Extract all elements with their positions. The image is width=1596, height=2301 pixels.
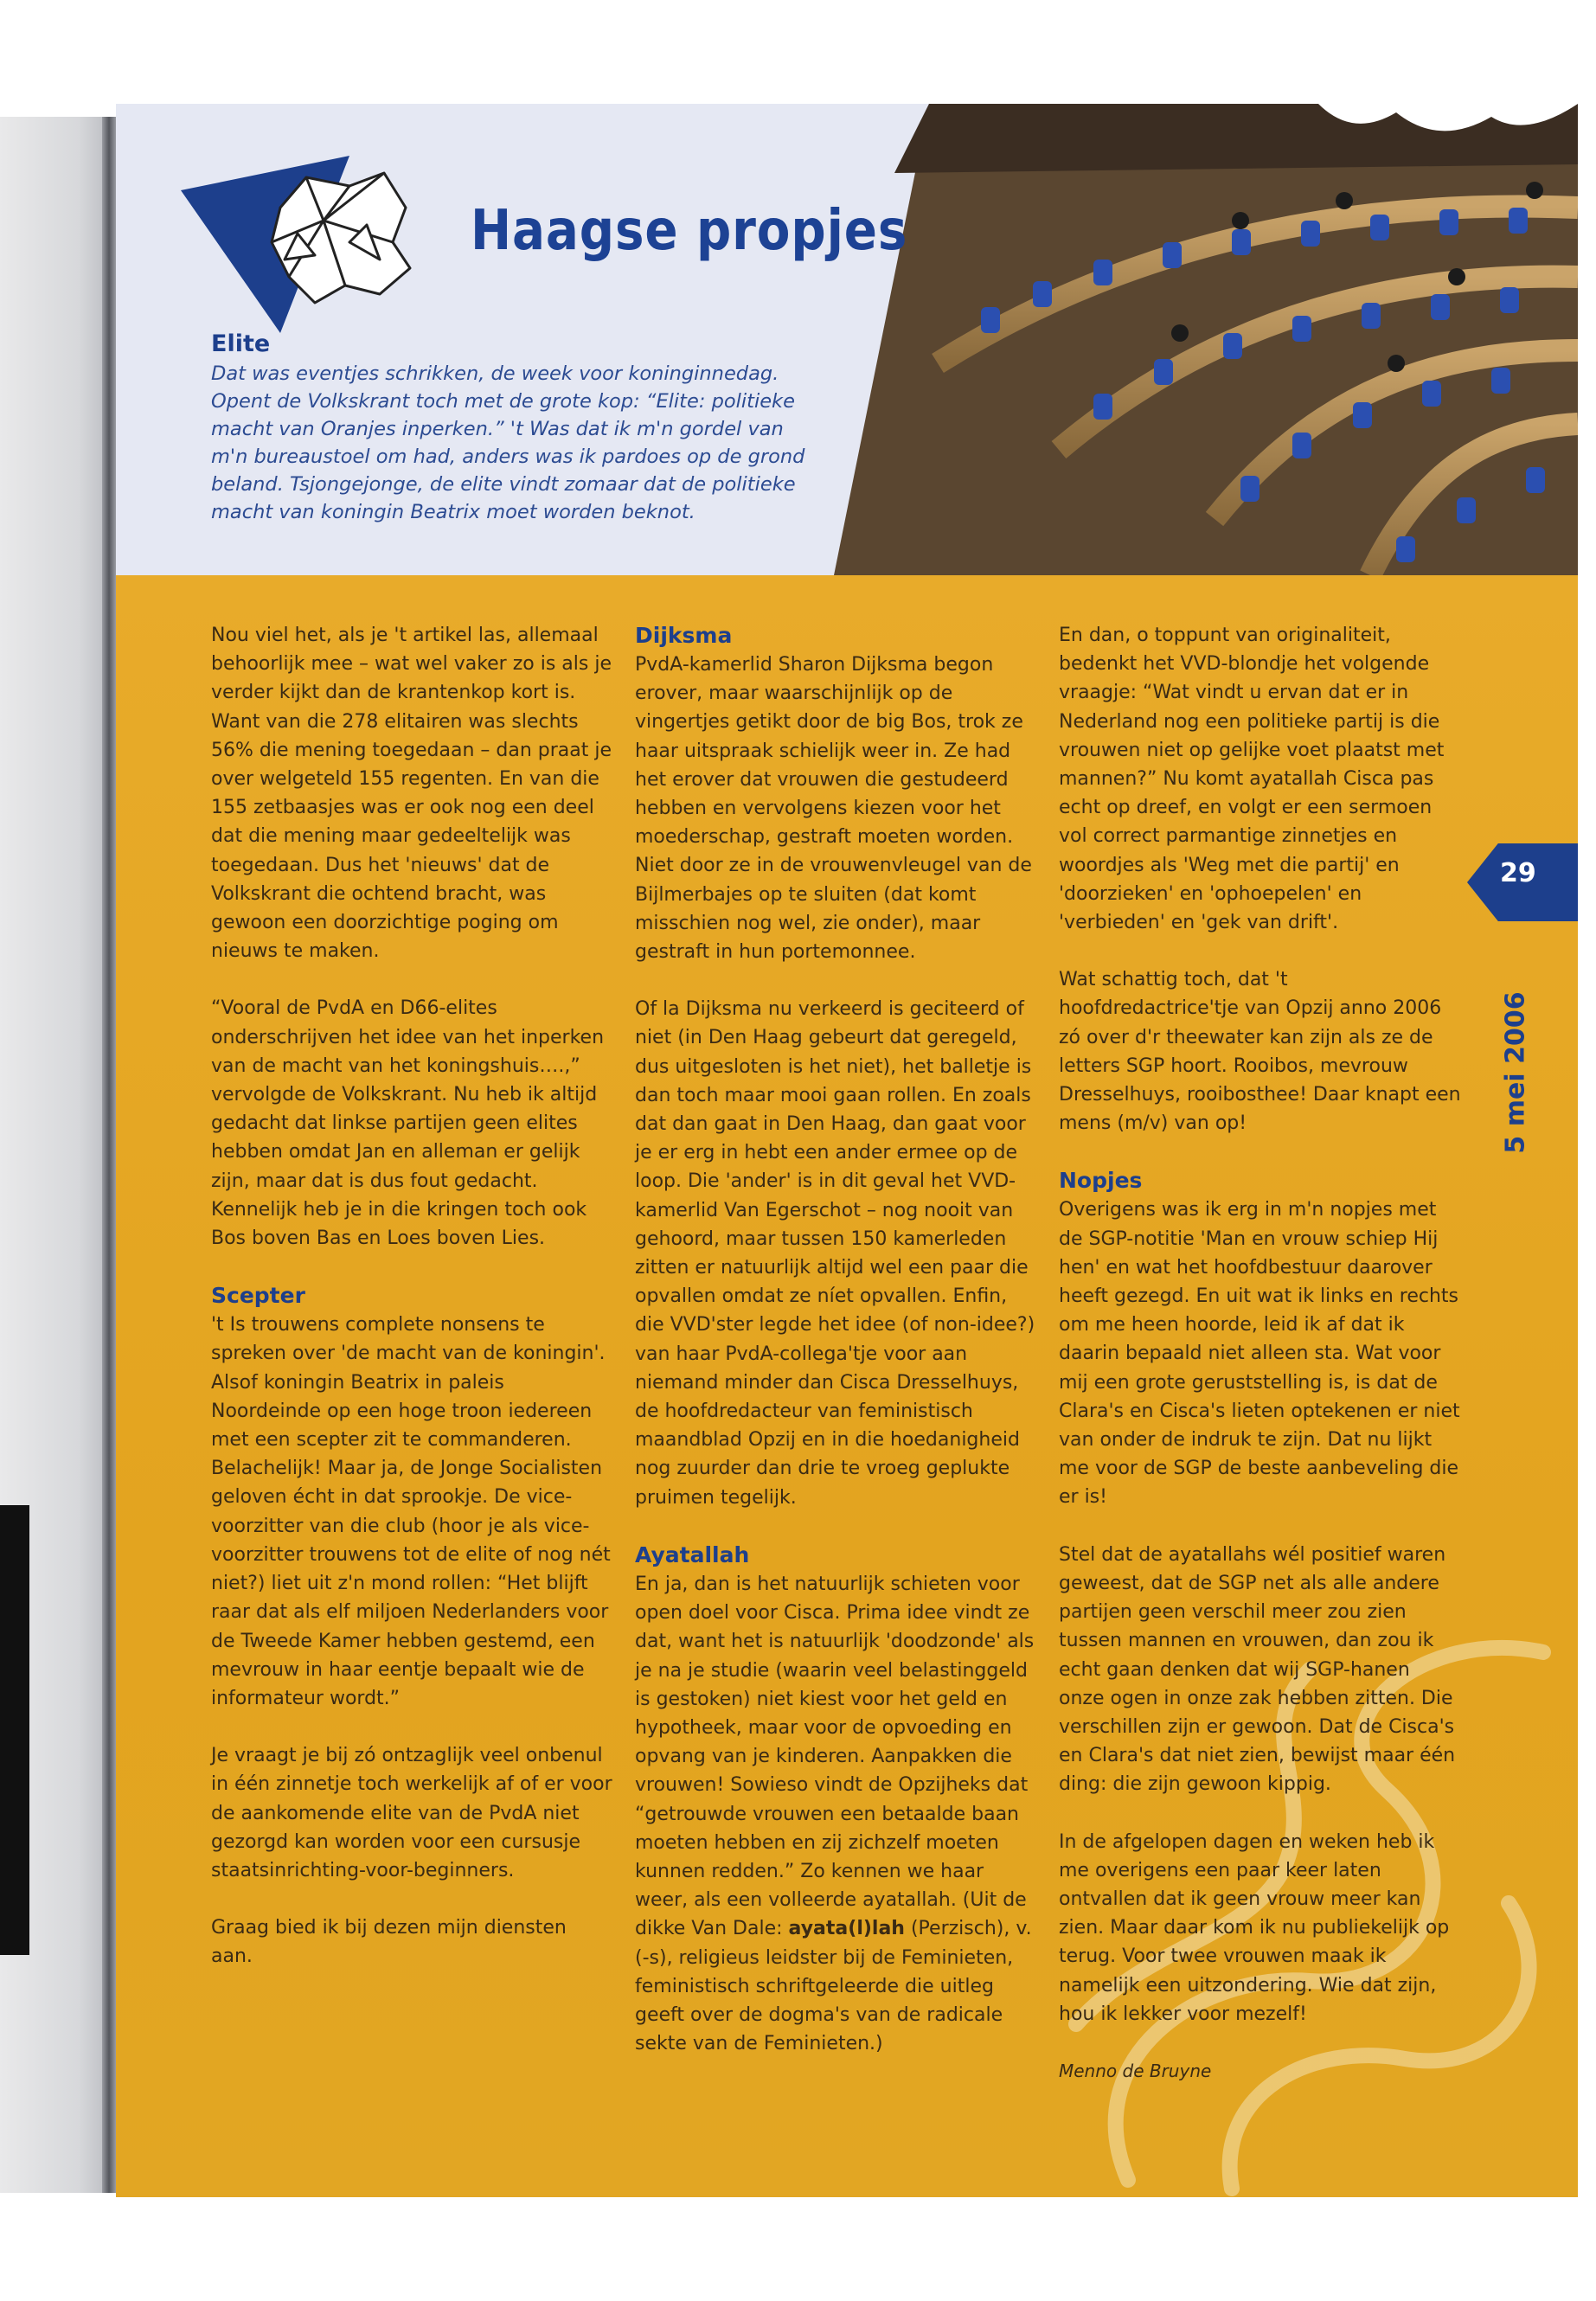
intro-line: Opent de Volkskrant toch met de grote kop: “Elite: politieke: [211, 390, 795, 413]
section-heading-dijksma: Dijksma: [635, 623, 733, 648]
paragraph: 't Is trouwens complete nonsens te spreken over 'de macht van de koningin'. Alsof koningin Beatrix in paleis Noordeinde op een hoge troon iedereen met een scepter zit te commanderen. Belachelijk! Maar ja, de Jonge Socialisten geloven écht in dat sprookje. De vice-voorzitter van die club (hoor je als vice-voorzitter trouwens tot de elite of nog nét niet?) liet uit z'n mond rollen: “Het blijft raar dat als elf miljoen Nederlanders voor de Tweede Kamer hebben gestemd, een mevrouw in haar eentje bepaalt wie de informateur wordt.”: [211, 1314, 611, 1709]
paragraph: En dan, o toppunt van originaliteit, bedenkt het VVD-blondje het volgende vraagje: “Wat vindt u ervan dat er in Nederland nog een politieke partij is die vrouwen niet op gelijke voet plaatst met mannen?” Nu komt ayatallah Cisca pas echt op dreef, en volgt er een sermoen vol correct parmantige zinnetjes en woordjes als 'Weg met die partij' en 'doorzieken' en 'ophoepelen' en 'verbieden' en 'gek van drift'.: [1059, 625, 1445, 934]
scan-edge: [0, 1505, 29, 1955]
paragraph: Of la Dijksma nu verkeerd is geciteerd of niet (in Den Haag gebeurt dat geregeld, dus uitgesloten is het niet), het balletje is dan toch maar mooi gaan rollen. En zoals dat dan gaat in Den Haag, dan gaat voor je er erg in hebt een ander ermee op de loop. Die 'ander' is in dit geval het VVD-kamerlid Van Egerschot – nog nooit van gehoord, maar tussen 150 kamerleden zitten er natuurlijk altijd wel een paar die opvallen omdat ze níet opvallen. Enfin, die VVD'ster legde het idee (of non-idee?) van haar PvdA-collega'tje voor aan niemand minder dan Cisca Dresselhuys, de hoofdredacteur van feministisch maandblad Opzij en in die hoedanigheid nog zuurder dan drie te vroeg geplukte pruimen tegelijk.: [635, 998, 1035, 1509]
paragraph: PvdA-kamerlid Sharon Dijksma begon erover, maar waarschijnlijk op de vingertjes getikt door de big Bos, trok ze haar uitspraak schielijk weer in. Ze had het erover dat vrouwen die gestudeerd hebben en vervolgens kiezen voor het moederschap, gestraft moeten worden. Niet door ze in de vrouwenvleugel van de Bijlmerbajes op te sluiten (dat komt misschien nog wel, zie onder), maar gestraft in hun portemonnee.: [635, 654, 1032, 964]
paragraph: Stel dat de ayatallahs wél positief waren geweest, dat de SGP net als alle andere partijen geen verschil meer zou zien tussen mannen en vrouwen, dan zou ik echt gaan denken dat wij SGP-hanen onze ogen in onze zak hebben zitten. Die verschillen zijn er gewoon. Dat de Cisca's en Clara's dat niet zien, bewijst maar één ding: die zijn gewoon kippig.: [1059, 1543, 1456, 1796]
intro-line: m'n bureaustoel om had, anders was ik pardoes op de grond: [211, 445, 805, 468]
paragraph: [635, 1570, 1037, 2058]
dictionary-term: ayata(l)lah: [788, 1918, 905, 1940]
section-heading-nopjes: Nopjes: [1059, 1168, 1143, 1194]
paragraph: In de afgelopen dagen en weken heb ik me overigens een paar keer laten ontvallen dat ik geen vrouw meer kan zien. Maar daar kom ik nu publiekelijk op terug. Voor twee vrouwen maak ik namelijk een uitzondering. Wie dat zijn, hou ik lekker voor mezelf!: [1059, 1830, 1450, 2025]
column-3: [1059, 621, 1461, 2114]
intro-line: Dat was eventjes schrikken, de week voor koninginnedag.: [211, 362, 779, 385]
intro-heading: Elite: [211, 330, 271, 357]
magazine-page: [116, 104, 1578, 2197]
section-heading-scepter: Scepter: [211, 1283, 305, 1309]
intro-lead: [211, 360, 817, 526]
paragraph: Nou viel het, als je 't artikel las, allemaal behoorlijk mee – wat wel vaker zo is als je verder kijkt dan de krantenkop kort is. Want van die 278 elitairen was slechts 56% die mening toegedaan – dan praat je over welgeteld 155 regenten. En van die 155 zetbaasjes was er ook nog een deel dat die mening maar gedeeltelijk was toegedaan. Dus het 'nieuws' dat de Volkskrant die ochtend bracht, was gewoon een doorzichtige poging om nieuws te maken.: [211, 625, 612, 963]
crumpled-paper-logo: [176, 138, 436, 337]
paragraph: Overigens was ik erg in m'n nopjes met de SGP-notitie 'Man en vrouw schiep Hij hen' en wat het hoofdbestuur daarover heeft gezegd. En uit wat ik links en rechts om me heen hoorde, leid ik af dat ik daarin bepaald niet alleen sta. Wat voor mij een grote geruststelling is, is dat de Clara's en Cisca's lieten optekenen er niet van onder de indruk te zijn. Dat nu lijkt me voor de SGP de beste aanbeveling die er is!: [1059, 1199, 1460, 1509]
page-number: 29: [1500, 858, 1536, 888]
paragraph: Je vraagt je bij zó ontzaglijk veel onbenul in één zinnetje toch werkelijk af of er voor de aankomende elite van de PvdA niet gezorgd kan worden voor een cursusje staatsinrichting-voor-beginners.: [211, 1745, 612, 1881]
page-title: Haagse propjes: [471, 199, 908, 263]
paragraph-text: En ja, dan is het natuurlijk schieten voor open doel voor Cisca. Prima idee vindt ze dat, want het is natuurlijk 'doodzonde' als je na je studie (waarin veel belastinggeld is gestoken) niet kiest voor het geld en hypotheek, maar voor de opvoeding en opvang van je kinderen. Aanpakken die vrouwen! Sowieso vindt de Opzijheks dat “getrouwde vrouwen een betaalde baan moeten hebben en zij zichzelf moeten kunnen redden.” Zo kennen we haar weer, als een volleerde ayatallah. (Uit de dikke Van Dale:: [635, 1573, 1035, 1940]
author-byline: Menno de Bruyne: [1059, 2060, 1212, 2081]
parliament-photo: [834, 104, 1578, 575]
intro-line: macht van Oranjes inperken.” 't Was dat ik m'n gordel van: [211, 418, 784, 440]
column-2: [635, 621, 1037, 2086]
spine-fold: [102, 117, 116, 2193]
column-1: [211, 621, 613, 2000]
paragraph: “Vooral de PvdA en D66-elites onderschrijven het idee van het inperken van de macht van het koningshuis….,” vervolgde de Volkskrant. Nu heb ik altijd gedacht dat linkse partijen geen elites hebben omdat Jan en alleman er gelijk zijn, maar dat is dus fout gedacht. Kennelijk heb je in die kringen toch ook Bos boven Bas en Loes boven Lies.: [211, 997, 605, 1250]
paragraph: Wat schattig toch, dat 't hoofdredactrice'tje van Opzij anno 2006 zó over d'r theewater kan zijn als ze de letters SGP hoort. Rooibos, mevrouw Dresselhuys, rooibosthee! Daar knapt een mens (m/v) van op!: [1059, 969, 1461, 1135]
paragraph: Graag bied ik bij dezen mijn diensten aan.: [211, 1917, 567, 1968]
section-heading-ayatallah: Ayatallah: [635, 1541, 750, 1567]
issue-date-text: 5 mei 2006: [1500, 991, 1531, 1154]
issue-date: [1490, 960, 1542, 1185]
dictionary-definition: (Perzisch), v. (-s), religieus leidster bij de Feminieten, feministisch schriftgeleerde die uitleg geeft over de dogma's van de radicale sekte van de Feminieten.): [635, 1918, 1032, 2055]
intro-line: macht van koningin Beatrix moet worden beknot.: [211, 501, 695, 523]
intro-line: beland. Tsjongejonge, de elite vindt zomaar dat de politieke: [211, 473, 796, 496]
